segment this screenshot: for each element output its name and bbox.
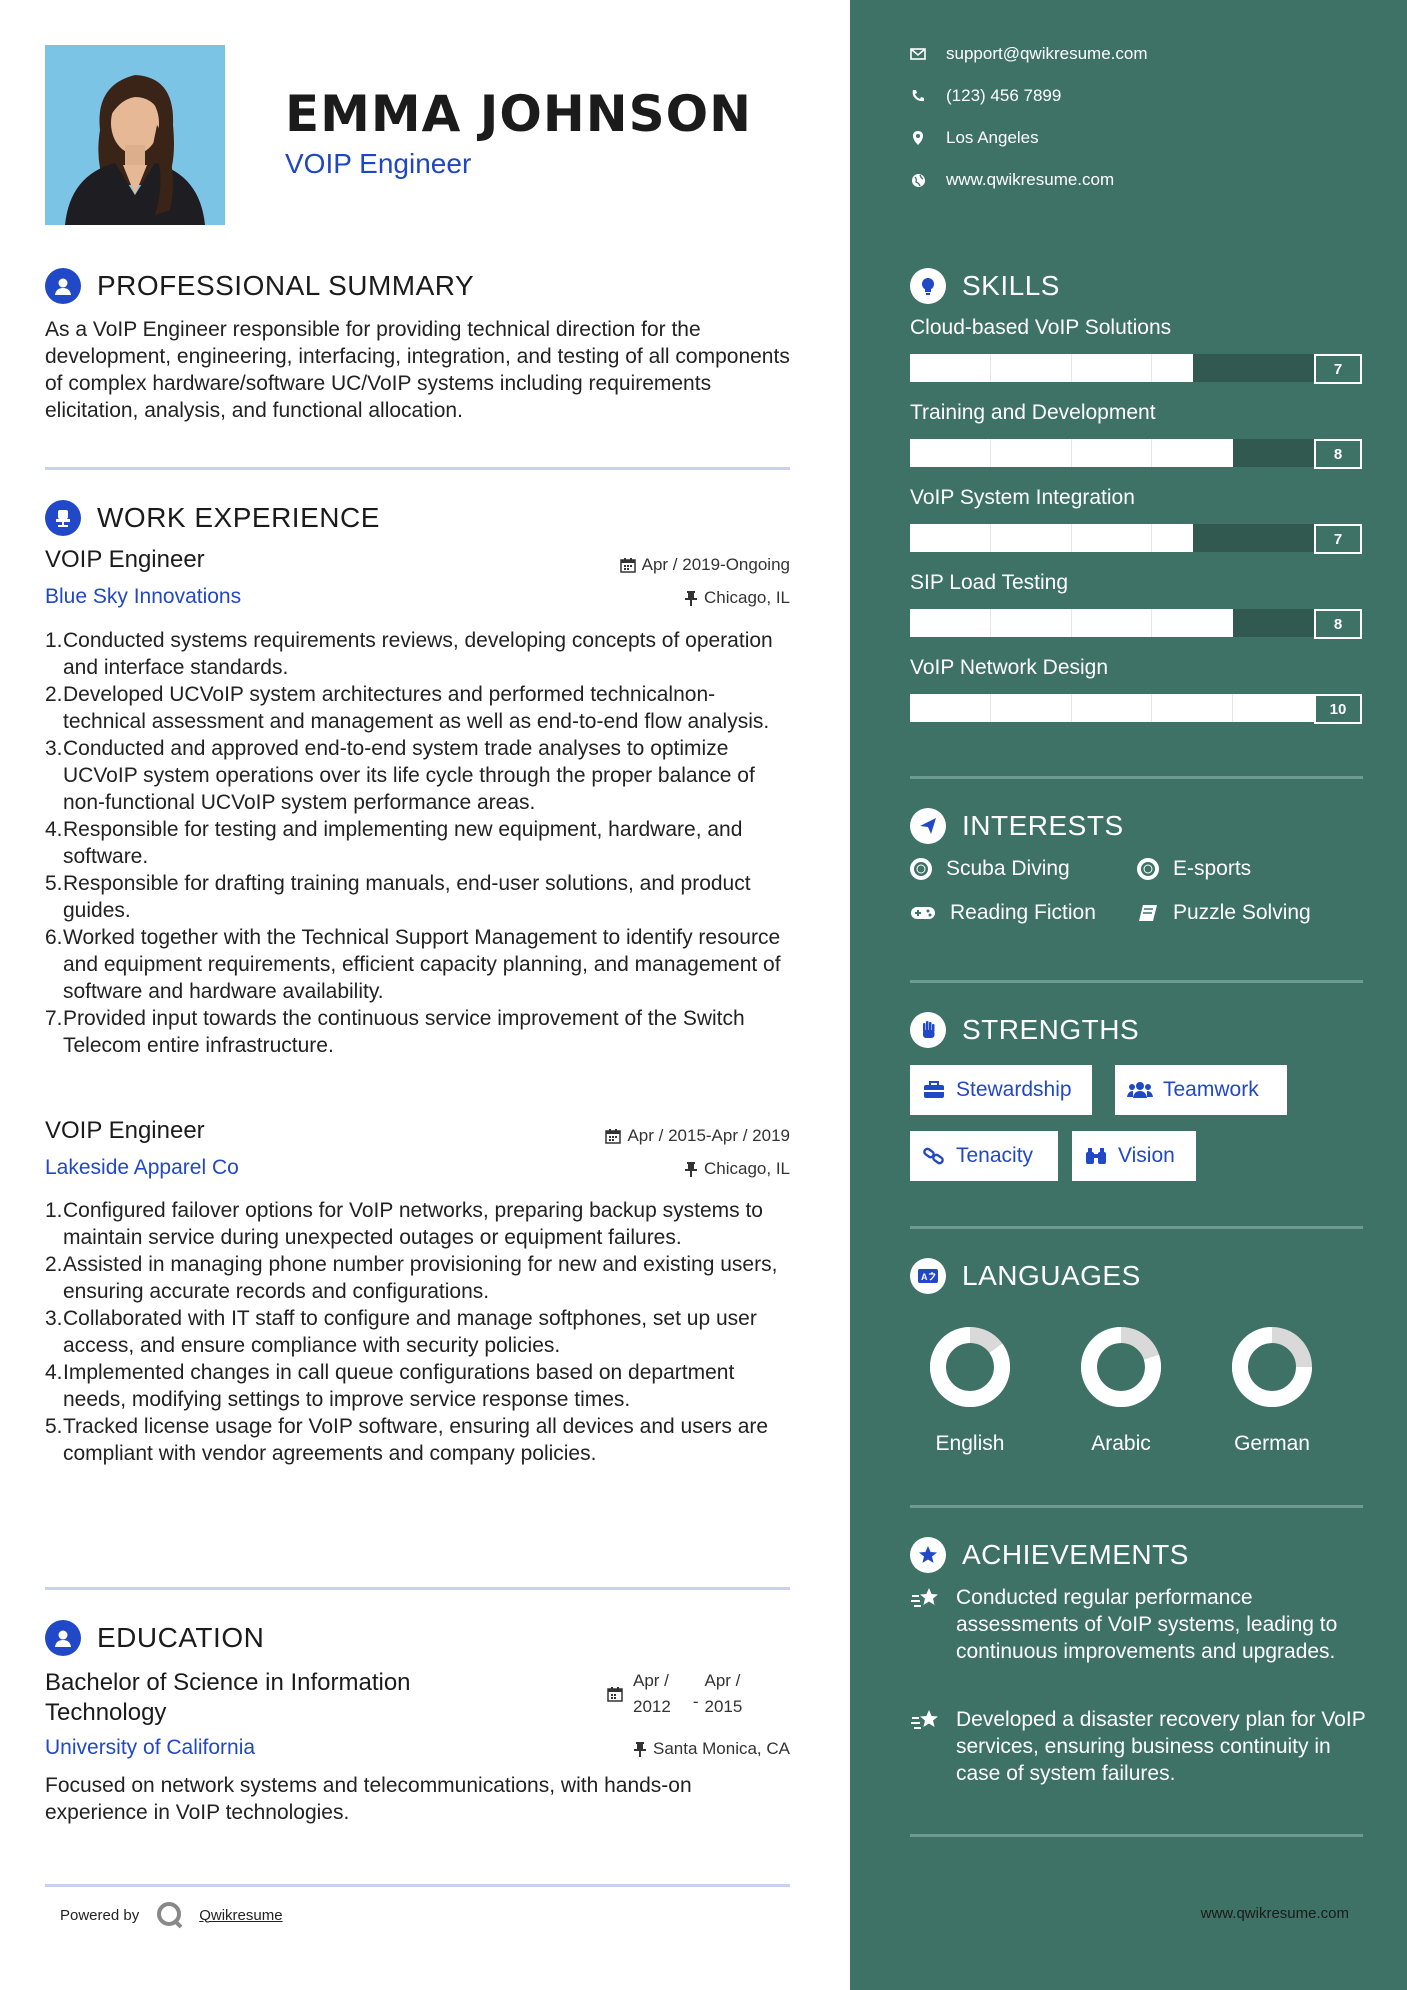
skill-score: 8: [1314, 609, 1362, 639]
language-name: English: [935, 1432, 1005, 1455]
job-dates-text: Apr / 2019-Ongoing: [641, 555, 790, 574]
summary-title: PROFESSIONAL SUMMARY: [97, 270, 475, 301]
job-location: [684, 1159, 790, 1179]
list-item: 5. Tracked license usage for VoIP software, ensuring all devices and users are compliant with vendor agreements and company policies.: [45, 1415, 769, 1465]
achievement-item: Conducted regular performance assessments of VoIP systems, leading to continuous improvements and upgrades.: [910, 1584, 1370, 1665]
skill-score: 8: [1314, 439, 1362, 469]
skill-bar: [910, 609, 1343, 637]
company-name: Blue Sky Innovations: [45, 585, 242, 608]
interests-heading: INTERESTS: [910, 808, 1124, 844]
school-name: University of California: [45, 1736, 256, 1759]
interest-item: Scuba Diving: [910, 857, 1070, 881]
skill-score: 10: [1314, 694, 1362, 724]
interest-item: Reading Fiction: [910, 901, 1096, 925]
language-name: German: [1234, 1432, 1310, 1455]
divider: [45, 1884, 790, 1887]
list-item: 1. Configured failover options for VoIP networks, preparing backup systems to maintain service during unexpected outages or equipment failures.: [45, 1199, 763, 1249]
svg-text:A: A: [921, 1272, 928, 1282]
users-icon: [1127, 1080, 1153, 1100]
divider: [910, 1505, 1363, 1508]
qwikresume-logo-icon: [155, 1900, 185, 1930]
language-name: Arabic: [1091, 1432, 1151, 1455]
hand-icon: [910, 1012, 946, 1048]
paper-plane-icon: [910, 808, 946, 844]
briefcase-icon: [922, 1080, 946, 1100]
skill-segment: [1071, 439, 1072, 467]
skill-fill: [910, 524, 1193, 552]
job-title: VOIP Engineer: [45, 1117, 205, 1144]
list-item: 4. Implemented changes in call queue configurations based on department needs, modifying settings to improve service response times.: [45, 1361, 735, 1411]
binoculars-icon: [1084, 1146, 1108, 1166]
profile-photo: [45, 45, 225, 225]
job-dates-text: Apr / 2015-Apr / 2019: [627, 1126, 790, 1145]
interest-item: E-sports: [1137, 857, 1251, 881]
user-graduate-icon: [45, 1620, 81, 1656]
skill-segment: [1071, 694, 1072, 722]
degree-name: Bachelor of Science in Information Technology: [45, 1669, 411, 1726]
pin-icon: [684, 590, 698, 606]
qwikresume-link[interactable]: Qwikresume: [199, 1906, 283, 1924]
strength-chip: Tenacity: [910, 1131, 1058, 1181]
star-badge-icon: [910, 1537, 946, 1573]
list-item: 3. Conducted and approved end-to-end system trade analyses to optimize UCVoIP system operations over its life cycle through the proper balance of non-functional UCVoIP system performance areas.: [45, 737, 755, 814]
life-ring-icon: [1137, 858, 1159, 880]
list-item: 4. Responsible for testing and implementing new equipment, hardware, and software.: [45, 818, 743, 868]
experience-title: WORK EXPERIENCE: [97, 502, 380, 533]
skill-segment: [990, 354, 991, 382]
job-location-text: Chicago, IL: [704, 588, 790, 607]
envelope-icon: [910, 48, 926, 60]
calendar-icon: [607, 1686, 623, 1702]
job-title: VOIP Engineer: [45, 546, 205, 573]
list-item: 2. Assisted in managing phone number provisioning for new and existing users, ensuring accurate records and configurations.: [45, 1253, 778, 1303]
skill-label: VoIP System Integration: [910, 486, 1135, 509]
skill-segment: [1151, 609, 1152, 637]
skill-segment: [1151, 354, 1152, 382]
job-dates: [620, 555, 790, 575]
skill-segment: [1151, 524, 1152, 552]
powered-by: Powered by Qwikresume: [60, 1900, 283, 1930]
list-item: 1. Conducted systems requirements reviews, developing concepts of operation and interface standards.: [45, 629, 773, 679]
interest-item: Puzzle Solving: [1137, 901, 1311, 925]
strength-chip: Stewardship: [910, 1065, 1092, 1115]
globe-icon: [910, 173, 926, 188]
link-icon: [922, 1146, 946, 1166]
divider: [910, 980, 1363, 983]
language-donut: [1077, 1323, 1165, 1411]
job-responsibilities: [45, 1197, 797, 1467]
skill-segment: [1071, 609, 1072, 637]
book-icon: [1137, 903, 1159, 923]
education-location: Santa Monica, CA: [633, 1739, 790, 1759]
pin-icon: [633, 1741, 647, 1757]
skill-fill: [910, 694, 1314, 722]
skill-label: Training and Development: [910, 401, 1156, 424]
experience-heading: [45, 500, 380, 536]
shooting-star-icon: [910, 1708, 942, 1734]
lightbulb-icon: [910, 268, 946, 304]
list-item: 5. Responsible for drafting training manuals, end-user solutions, and product guides.: [45, 872, 751, 922]
skill-score: 7: [1314, 524, 1362, 554]
strength-chip: Vision: [1072, 1131, 1196, 1181]
candidate-name: EMMA JOHNSON: [285, 85, 752, 143]
skill-label: Cloud-based VoIP Solutions: [910, 316, 1172, 339]
skill-fill: [910, 439, 1233, 467]
pin-icon: [684, 1161, 698, 1177]
skill-segment: [990, 439, 991, 467]
skill-fill: [910, 609, 1233, 637]
contact-location: Los Angeles: [910, 128, 1039, 148]
language-donut: [1228, 1323, 1316, 1411]
strengths-heading: STRENGTHS: [910, 1012, 1139, 1048]
summary-heading: [45, 268, 474, 304]
skill-label: SIP Load Testing: [910, 571, 1069, 594]
skill-segment: [990, 694, 991, 722]
list-item: 7. Provided input towards the continuous service improvement of the Switch Telecom entire infrastructure.: [45, 1007, 745, 1057]
phone-icon: [910, 89, 926, 103]
contact-phone: (123) 456 7899: [910, 86, 1061, 106]
education-end: Apr / 2015: [704, 1671, 743, 1716]
gamepad-icon: [910, 904, 936, 922]
education-heading: [45, 1620, 264, 1656]
education-description: Focused on network systems and telecommunications, with hands-on experience in VoIP technologies.: [45, 1774, 692, 1824]
skill-bar: [910, 439, 1343, 467]
skill-score: 7: [1314, 354, 1362, 384]
skill-segment: [1232, 694, 1233, 722]
list-item: 3. Collaborated with IT staff to configure and manage softphones, set up user access, and ensure compliance with security policies.: [45, 1307, 757, 1357]
contact-website: www.qwikresume.com: [910, 170, 1114, 190]
map-marker-icon: [910, 130, 926, 146]
skill-label: VoIP Network Design: [910, 656, 1109, 679]
summary-text: As a VoIP Engineer responsible for providing technical direction for the development, engineering, interfacing, integration, and testing of all components of complex hardware/software UC/VoIP systems including requirements elicitation, analysis, and functional allocation.: [45, 318, 790, 422]
calendar-icon: [620, 557, 636, 573]
strength-chip: Teamwork: [1115, 1065, 1287, 1115]
briefcase-chair-icon: [45, 500, 81, 536]
divider: [45, 1587, 790, 1590]
language-item: [1051, 1323, 1191, 1456]
divider: [910, 776, 1363, 779]
skill-bar: [910, 354, 1343, 382]
skills-heading: SKILLS: [910, 268, 1060, 304]
language-item: [1202, 1323, 1342, 1456]
divider: [910, 1226, 1363, 1229]
job-dates: [605, 1126, 790, 1146]
calendar-icon: [605, 1128, 621, 1144]
skill-segment: [1071, 524, 1072, 552]
skill-segment: [1151, 694, 1152, 722]
skill-bar: [910, 694, 1347, 722]
skill-segment: [990, 609, 991, 637]
skill-segment: [990, 524, 991, 552]
contact-email: support@qwikresume.com: [910, 44, 1148, 64]
education-dates: Apr / 2012 - Apr / 2015: [607, 1668, 742, 1720]
skill-segment: [1071, 354, 1072, 382]
user-icon: [45, 268, 81, 304]
divider: [45, 467, 790, 470]
skill-bar: [910, 524, 1343, 552]
language-icon: [910, 1258, 946, 1294]
language-donut: [926, 1323, 1014, 1411]
language-item: [900, 1323, 1040, 1456]
candidate-title: VOIP Engineer: [285, 148, 472, 179]
achievement-item: Developed a disaster recovery plan for VoIP services, ensuring business continuity in case of system failures.: [910, 1706, 1370, 1787]
company-name: Lakeside Apparel Co: [45, 1156, 239, 1179]
job-responsibilities: [45, 627, 797, 1059]
education-title: EDUCATION: [97, 1622, 265, 1653]
footer-website[interactable]: www.qwikresume.com: [1200, 1905, 1349, 1922]
achievements-heading: ACHIEVEMENTS: [910, 1537, 1189, 1573]
shooting-star-icon: [910, 1586, 942, 1612]
education-start: Apr / 2012: [633, 1671, 671, 1716]
life-ring-icon: [910, 858, 932, 880]
job-location-text: Chicago, IL: [704, 1159, 790, 1178]
list-item: 6. Worked together with the Technical Support Management to identify resource and equipment requirements, efficient capacity planning, and management of software and hardware availability.: [45, 926, 781, 1003]
languages-heading: A LANGUAGES: [910, 1258, 1141, 1294]
list-item: 2. Developed UCVoIP system architectures and performed technicalnon-technical assessment and management as well as end-to-end flow analysis.: [45, 683, 770, 733]
divider: [910, 1834, 1363, 1837]
job-location: [684, 588, 790, 608]
skill-fill: [910, 354, 1193, 382]
skill-segment: [1151, 439, 1152, 467]
